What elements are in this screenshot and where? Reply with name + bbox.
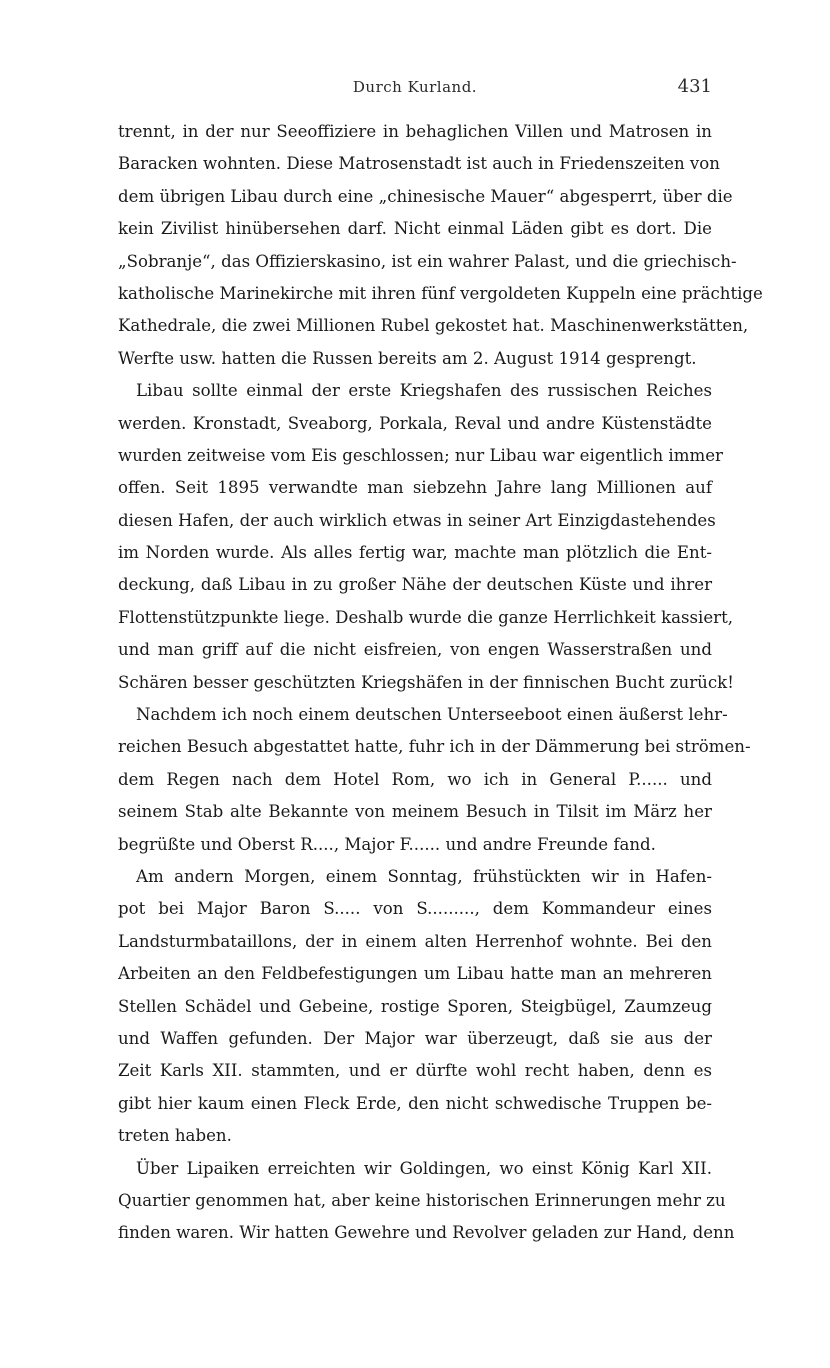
text-line: Nachdem ich noch einem deutschen Unterseeboot einen äußerst lehr- xyxy=(136,705,728,725)
running-header: Durch Kurland. xyxy=(352,78,478,96)
text-line: kein Zivilist hinübersehen darf. Nicht einmal Läden gibt es dort. Die xyxy=(118,219,712,239)
text-line: reichen Besuch abgestattet hatte, fuhr ich in der Dämmerung bei strömen- xyxy=(118,737,751,757)
text-line: „Sobranje“, das Offizierskasino, ist ein wahrer Palast, und die griechisch- xyxy=(118,251,737,271)
text-line: diesen Hafen, der auch wirklich etwas in seiner Art Einzigdastehendes xyxy=(118,510,716,530)
text-line: wurden zeitweise vom Eis geschlossen; nur Libau war eigentlich immer xyxy=(118,445,723,465)
text-line: gibt hier kaum einen Fleck Erde, den nicht schwedische Truppen be- xyxy=(118,1093,712,1113)
text-line: Flottenstützpunkte liege. Deshalb wurde die ganze Herrlichkeit kassiert, xyxy=(118,607,734,627)
text-line: Libau sollte einmal der erste Kriegshafen des russischen Reiches xyxy=(136,381,712,401)
text-line: dem Regen nach dem Hotel Rom, wo ich in General P...... und xyxy=(118,769,712,789)
text-line: offen. Seit 1895 verwandte man siebzehn Jahre lang Millionen auf xyxy=(118,478,712,498)
body-text xyxy=(118,116,763,1250)
text-line: trennt, in der nur Seeoffiziere in behaglichen Villen und Matrosen in xyxy=(118,122,712,141)
text-line: treten haben. xyxy=(118,1126,232,1146)
text-line: Schären besser geschützten Kriegshäfen in der finnischen Bucht zurück! xyxy=(118,672,734,692)
text-line: Stellen Schädel und Gebeine, rostige Sporen, Steigbügel, Zaumzeug xyxy=(118,996,712,1016)
text-line: dem übrigen Libau durch eine „chinesische Mauer“ abgesperrt, über die xyxy=(118,186,733,206)
text-line: Baracken wohnten. Diese Matrosenstadt ist auch in Friedenszeiten von xyxy=(118,154,720,174)
text-line: und Waffen gefunden. Der Major war überzeugt, daß sie aus der xyxy=(118,1028,712,1048)
text-line: Arbeiten an den Feldbefestigungen um Libau hatte man an mehreren xyxy=(118,964,712,984)
text-line: seinem Stab alte Bekannte von meinem Besuch in Tilsit im März her xyxy=(118,802,712,822)
text-line: Über Lipaiken erreichten wir Goldingen, wo einst König Karl XII. xyxy=(136,1158,712,1178)
text-line: pot bei Major Baron S..... von S........., dem Kommandeur eines xyxy=(118,899,712,919)
text-line: begrüßte und Oberst R...., Major F...... und andre Freunde fand. xyxy=(118,834,656,854)
page-number: 431 xyxy=(677,76,712,97)
text-line: katholische Marinekirche mit ihren fünf vergoldeten Kuppeln eine prächtige xyxy=(118,283,763,303)
text-line: Kathedrale, die zwei Millionen Rubel gekostet hat. Maschinenwerkstätten, xyxy=(118,316,749,336)
text-line: und man griff auf die nicht eisfreien, von engen Wasserstraßen und xyxy=(118,640,712,660)
text-line: Am andern Morgen, einem Sonntag, frühstückten wir in Hafen- xyxy=(136,866,712,886)
text-line: im Norden wurde. Als alles fertig war, machte man plötzlich die Ent- xyxy=(118,543,712,563)
text-line: finden waren. Wir hatten Gewehre und Revolver geladen zur Hand, denn xyxy=(118,1223,735,1243)
text-line: deckung, daß Libau in zu großer Nähe der deutschen Küste und ihrer xyxy=(118,575,712,595)
text-line: Werfte usw. hatten die Russen bereits am 2. August 1914 gesprengt. xyxy=(118,348,697,368)
text-line: Landsturmbataillons, der in einem alten Herrenhof wohnte. Bei den xyxy=(118,931,712,951)
text-line: werden. Kronstadt, Sveaborg, Porkala, Reval und andre Küstenstädte xyxy=(118,413,712,433)
text-line: Zeit Karls XII. stammten, und er dürfte wohl recht haben, denn es xyxy=(118,1061,712,1081)
text-line: Quartier genommen hat, aber keine historischen Erinnerungen mehr zu xyxy=(118,1190,726,1210)
